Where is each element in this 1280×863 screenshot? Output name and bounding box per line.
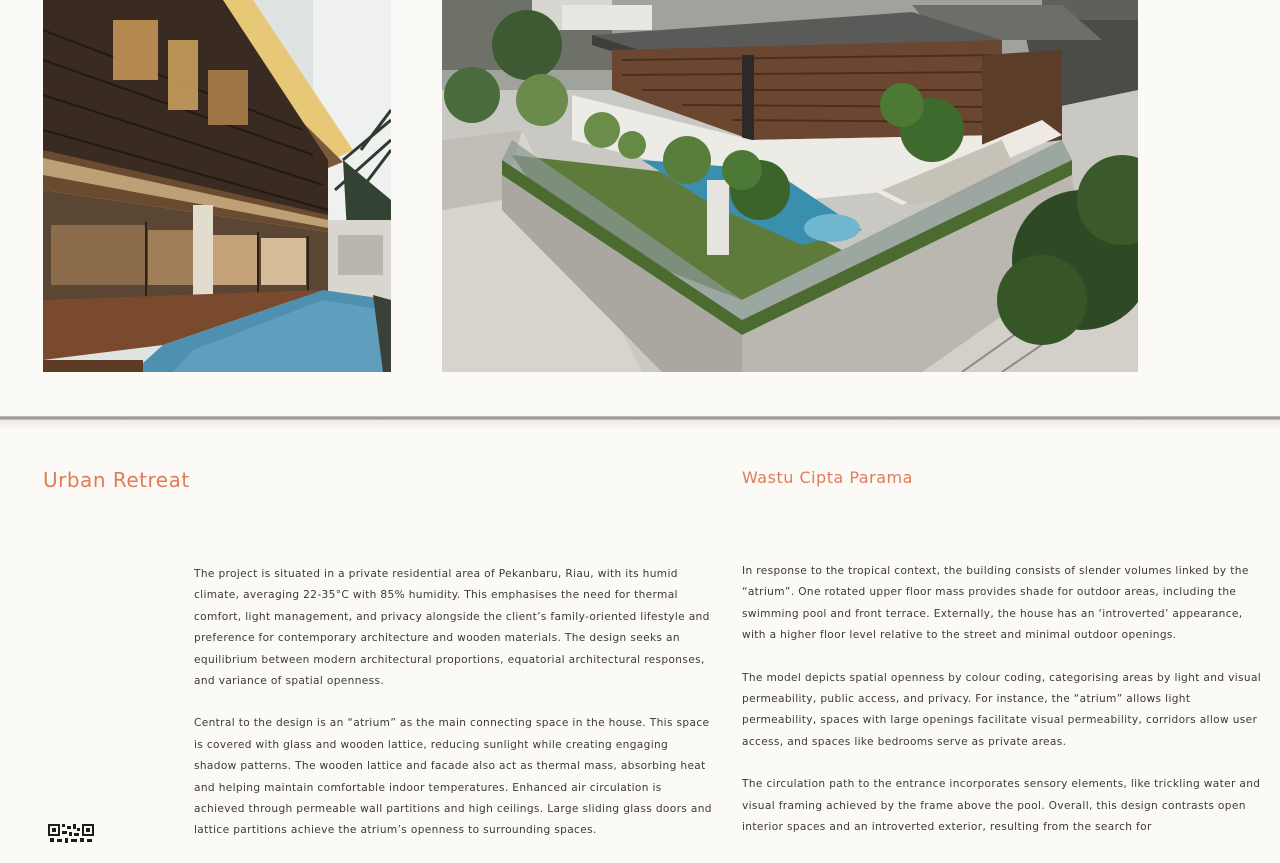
- urban-retreat-paragraph-1: The project is situated in a private residential area of Pekanbaru, Riau, with its humid climate, averaging 22-35°C with 85% humidity. This emphasises the need for thermal comfort, light management, and privacy alongside the client’s family-oriented lifestyle and preference for contemporary architecture and wooden materials. The design seeks an equilibrium between modern architectural proportions, equatorial architectural responses, and variance of spatial openness.: [194, 568, 710, 688]
- project-title-urban-retreat: Urban Retreat: [43, 468, 190, 492]
- photo-house-pool-dusk: [43, 0, 391, 372]
- wastu-cipta-parama-description: [742, 561, 1262, 859]
- urban-retreat-description: [194, 564, 714, 863]
- wastu-paragraph-1: In response to the tropical context, the building consists of slender volumes linked by the “atrium”. One rotated upper floor mass provides shade for outdoor areas, including the swimming pool and front terrace. Externally, the house has an ‘introverted’ appearance, with a higher floor level relative to the street and minimal outdoor openings.: [742, 565, 1249, 642]
- wastu-paragraph-2: The model depicts spatial openness by colour coding, categorising areas by light and visual permeability, public access, and privacy. For instance, the “atrium” allows light permeability, spaces with large openings facilitate visual permeability, corridors allow user access, and spaces like bedrooms serve as private areas.: [742, 671, 1262, 748]
- photo-house-aerial-garden: [442, 0, 1138, 372]
- project-title-wastu-cipta-parama: Wastu Cipta Parama: [742, 468, 913, 487]
- qr-code-icon[interactable]: [48, 822, 94, 844]
- page-fold-shadow: [0, 420, 1280, 430]
- wastu-paragraph-3: The circulation path to the entrance incorporates sensory elements, like trickling water and visual framing achieved by the frame above the pool. Overall, this design contrasts open interior spaces and an introverted exterior, resulting from the search for: [742, 778, 1261, 834]
- urban-retreat-paragraph-2: Central to the design is an “atrium” as the main connecting space in the house. This space is covered with glass and wooden lattice, reducing sunlight while creating engaging shadow patterns. The wooden lattice and facade also act as thermal mass, absorbing heat and helping maintain comfortable indoor temperatures. Enhanced air circulation is achieved through permeable wall partitions and high ceilings. Large sliding glass doors and lattice partitions achieve the atrium’s openness to surrounding spaces.: [194, 717, 712, 837]
